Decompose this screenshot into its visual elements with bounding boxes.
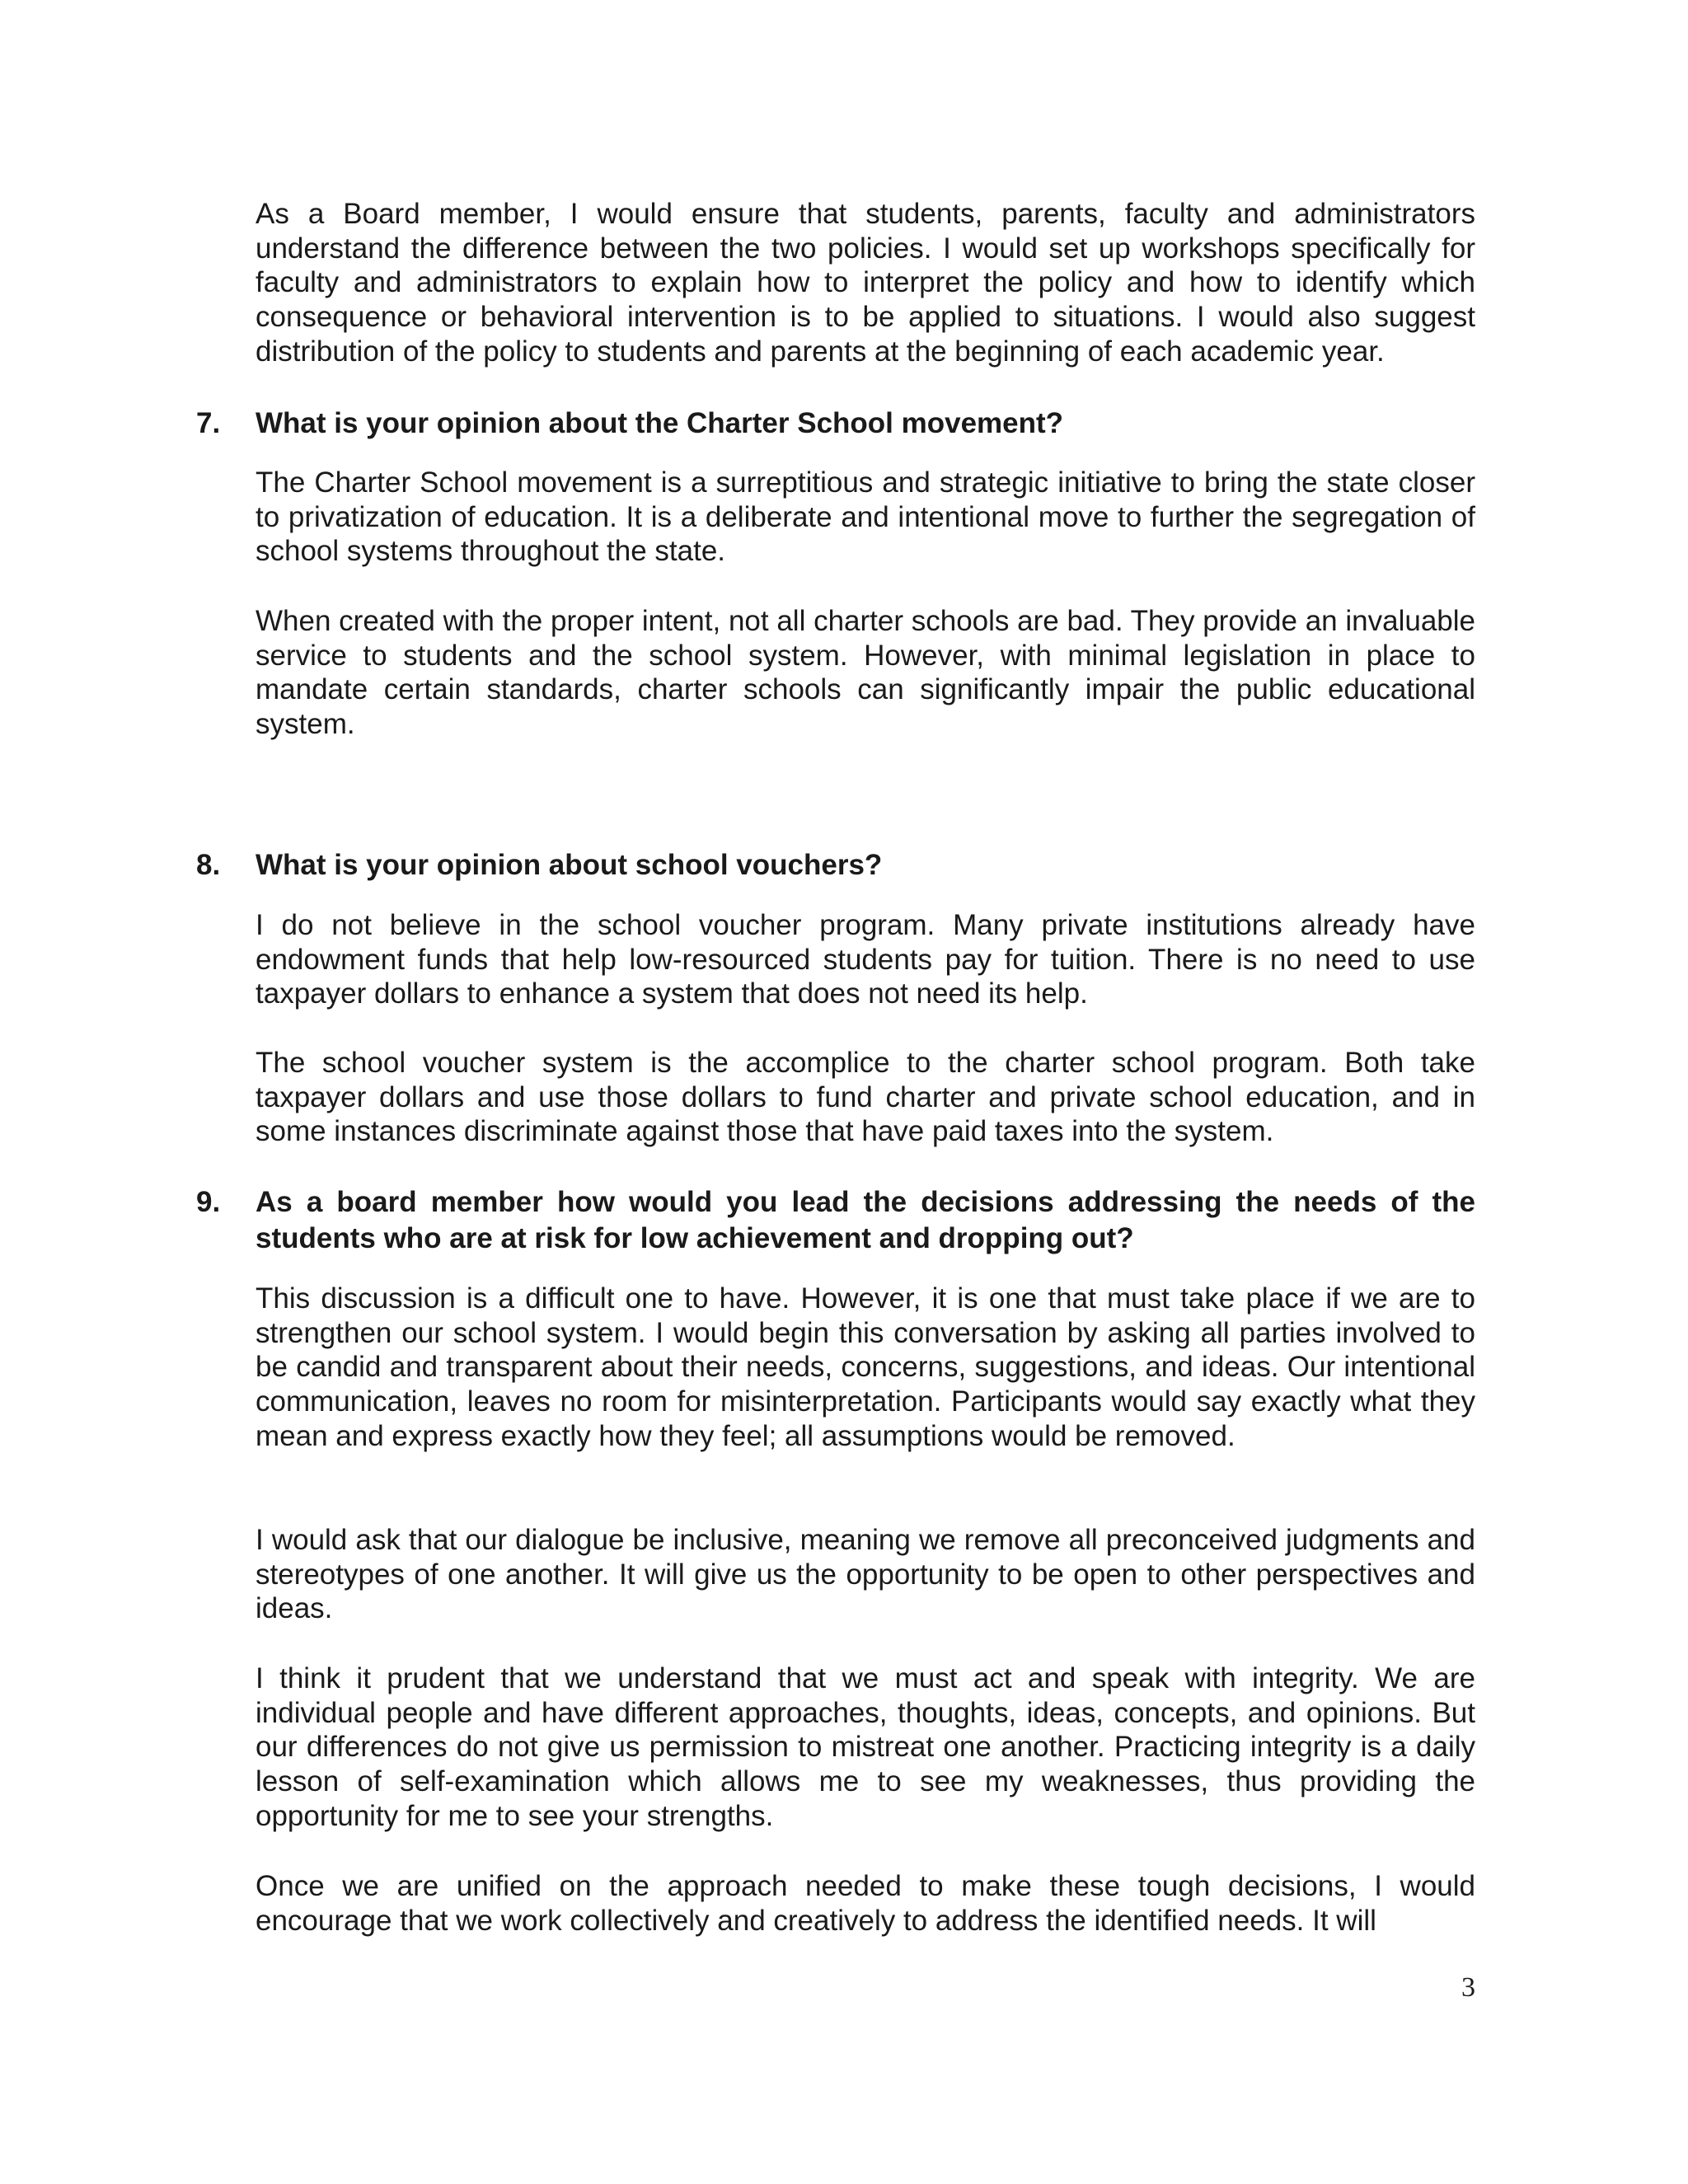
question-7-answer-paragraph-2: When created with the proper intent, not all charter schools are bad. They provide an invaluable service to students and the school system. However, with minimal legislation in place to mandate certain standards, charter schools can significantly impair the public educational system.	[256, 605, 1475, 741]
page-number: 3	[1461, 1972, 1475, 2003]
question-9-answer-1-block	[256, 1282, 1475, 1454]
question-9-answer-paragraph-2: I would ask that our dialogue be inclusive, meaning we remove all preconceived judgments and stereotypes of one another. It will give us the opportunity to be open to other perspectives and ideas.	[256, 1524, 1475, 1625]
question-7-heading: What is your opinion about the Charter School movement?	[256, 407, 1064, 439]
question-7-answer-paragraph-1: The Charter School movement is a surreptitious and strategic initiative to bring the state closer to privatization of education. It is a deliberate and intentional move to further the segregation of school systems throughout the state.	[256, 466, 1475, 568]
question-8-answer-paragraph-1: I do not believe in the school voucher program. Many private institutions already have endowment funds that help low-resourced students pay for tuition. There is no need to use taxpayer dollars to enhance a system that does not need its help.	[256, 909, 1475, 1010]
question-9-heading: As a board member how would you lead the decisions addressing the needs of the students who are at risk for low achievement and dropping out?	[256, 1186, 1475, 1254]
question-9-answer-3-block	[256, 1661, 1475, 1834]
intro-paragraph: As a Board member, I would ensure that students, parents, faculty and administrators understand the difference between the two policies. I would set up workshops specifically for faculty and administrators to explain how to interpret the policy and how to identify which consequence or behavioral intervention is to be applied to situations. I would also suggest distribution of the policy to students and parents at the beginning of each academic year.	[256, 198, 1475, 368]
question-8-heading: What is your opinion about school vouchers?	[256, 849, 883, 881]
question-8-answer-paragraph-2: The school voucher system is the accomplice to the charter school program. Both take taxpayer dollars and use those dollars to fund charter and private school education, and in some instances discriminate against those that have paid taxes into the system.	[256, 1047, 1475, 1148]
question-9-number: 9.	[196, 1186, 221, 1218]
question-9-answer-paragraph-3: I think it prudent that we understand that we must act and speak with integrity. We are individual people and have different approaches, thoughts, ideas, concepts, and opinions. But our differences do not give us permission to mistreat one another. Practicing integrity is a daily lesson of self-examination which allows me to see my weaknesses, thus providing the opportunity for me to see your strengths.	[256, 1662, 1475, 1832]
question-8-answer-2-block	[256, 1046, 1475, 1149]
question-9-answer-paragraph-1: This discussion is a difficult one to have. However, it is one that must take place if we are to strengthen our school system. I would begin this conversation by asking all parties involved to be candid and transparent about their needs, concerns, suggestions, and ideas. Our intentional communication, leaves no room for misinterpretation. Participants would say exactly what they mean and express exactly how they feel; all assumptions would be removed.	[256, 1282, 1475, 1452]
question-9-answer-2-block	[256, 1523, 1475, 1626]
intro-paragraph-block	[256, 197, 1475, 369]
question-7-answer-1-block	[256, 466, 1475, 569]
question-7-number: 7.	[196, 407, 221, 439]
question-9-answer-paragraph-4: Once we are unified on the approach needed to make these tough decisions, I would encourage that we work collectively and creatively to address the identified needs. It will	[256, 1870, 1475, 1937]
question-8-answer-1-block	[256, 908, 1475, 1011]
question-7-answer-2-block	[256, 604, 1475, 742]
question-9-answer-4-block	[256, 1869, 1475, 1938]
question-8-number: 8.	[196, 849, 221, 881]
